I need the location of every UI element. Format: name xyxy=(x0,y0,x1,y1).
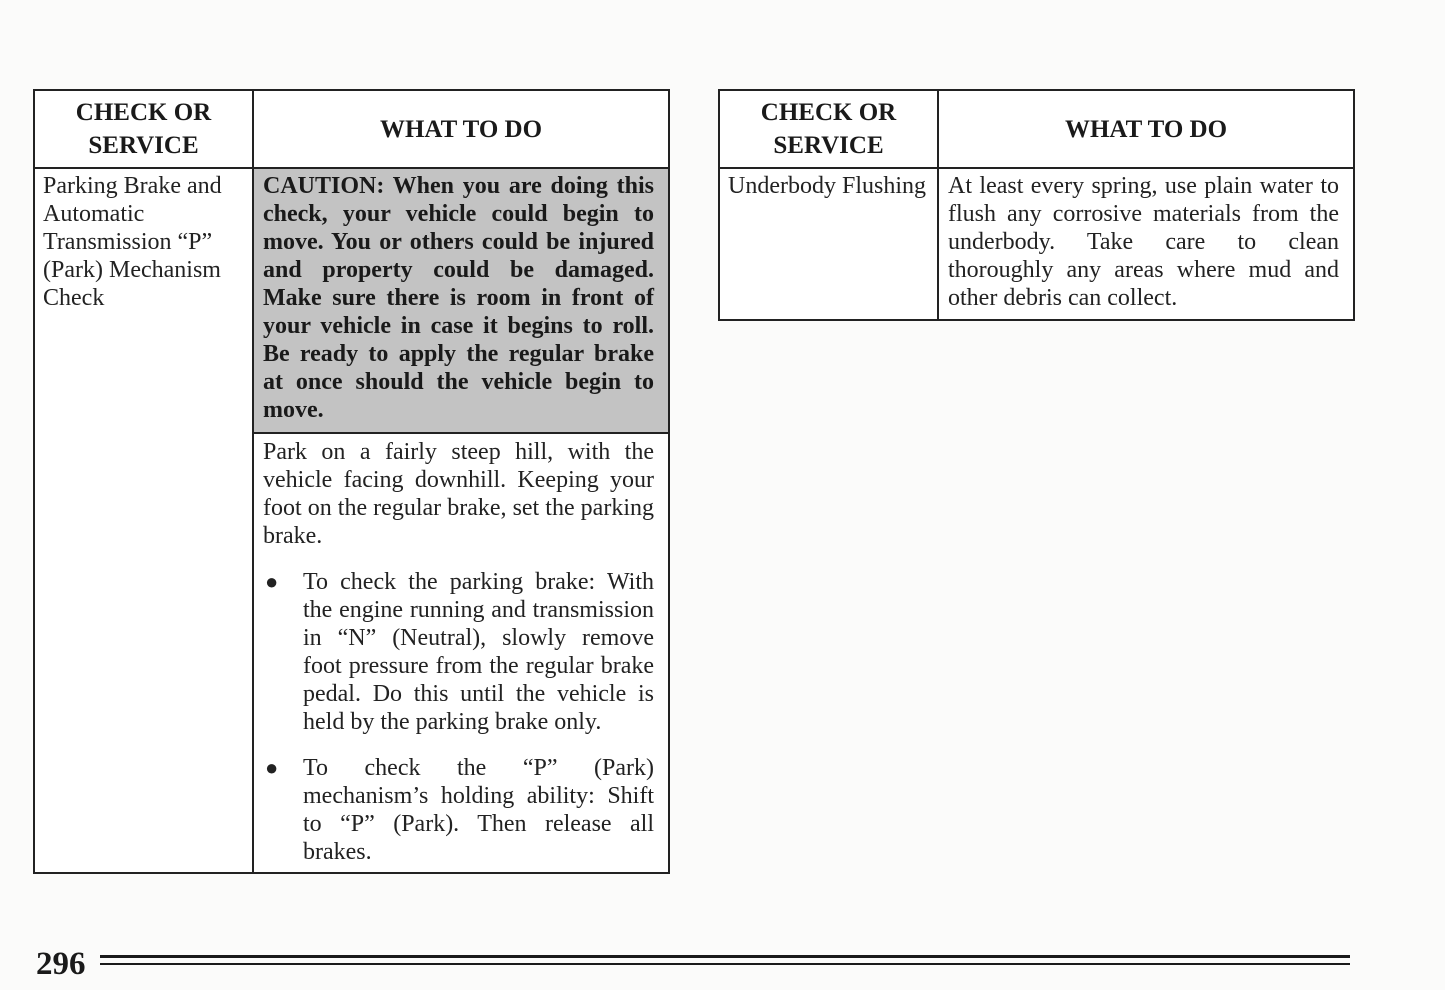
bullet-icon: ● xyxy=(265,755,279,780)
header-what-to-do: WHAT TO DO xyxy=(253,90,669,168)
bullet-text: To check the parking brake: With the engine running and transmission in “N” (Neutral), slowly remove foot pressure from the regular brake pedal. Do this until the vehicle is held by the parking brake only. xyxy=(303,569,654,735)
header-what-to-do: WHAT TO DO xyxy=(938,90,1354,168)
table-header-row xyxy=(719,90,1354,168)
list-item xyxy=(263,754,654,866)
footer-rule-secondary xyxy=(100,963,1350,965)
instructions xyxy=(254,434,668,872)
maintenance-table-right xyxy=(718,89,1355,321)
intro-paragraph: Park on a fairly steep hill, with the vehicle facing downhill. Keeping your foot on the regular brake, set the parking brake. xyxy=(263,439,654,549)
list-item xyxy=(263,568,654,736)
caution-box: CAUTION: When you are doing this check, your vehicle could begin to move. You or others could be injured and property could be damaged. Make sure there is room in front of your vehicle in case it begins to roll. Be ready to apply the regular brake at once should the vehicle begin to move. xyxy=(254,169,668,434)
maintenance-table-left xyxy=(33,89,670,874)
bullet-text: To check the “P” (Park) mechanism’s holding ability: Shift to “P” (Park). Then release all brakes. xyxy=(303,755,654,865)
footer-rule xyxy=(100,955,1350,958)
header-check-or-service: CHECK OR SERVICE xyxy=(34,90,253,168)
page-number: 296 xyxy=(36,946,86,982)
check-item-underbody-flushing: Underbody Flushing xyxy=(719,168,938,320)
bullet-icon: ● xyxy=(265,569,279,594)
header-check-or-service: CHECK OR SERVICE xyxy=(719,90,938,168)
table-row xyxy=(34,168,669,873)
what-to-do-underbody-flushing: At least every spring, use plain water to flush any corrosive materials from the underbody. Take care to clean thoroughly any areas where mud and other debris can collect. xyxy=(938,168,1354,320)
table-row xyxy=(719,168,1354,320)
table-header-row xyxy=(34,90,669,168)
what-to-do-parking-brake xyxy=(253,168,669,873)
check-item-parking-brake: Parking Brake and Automatic Transmission “P” (Park) Mechanism Check xyxy=(34,168,253,873)
